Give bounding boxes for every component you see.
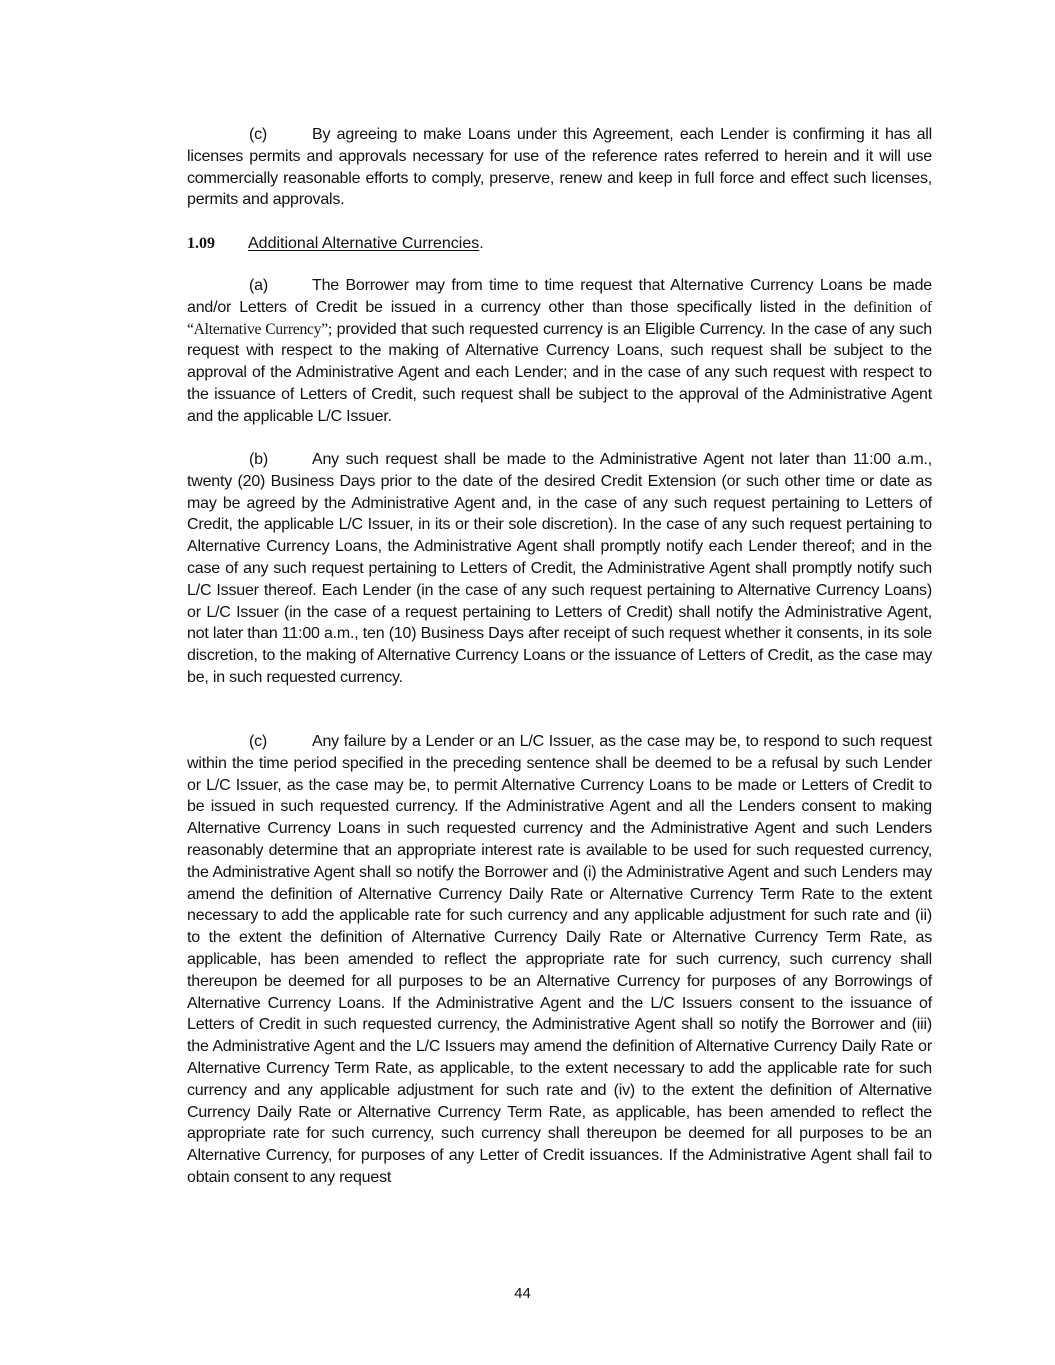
paragraph-text: By agreeing to make Loans under this Agreement, each Lender is confirming it has all licenses permits and approvals necessary for use of the reference rates referred to herein and it will use commercially reasonable efforts to comply, preserve, renew and keep in full force and effect such licenses, permits and approvals. — [187, 126, 932, 209]
paragraph-text: Any such request shall be made to the Administrative Agent not later than 11:00 a.m., twenty (20) Business Days prior to the date of the desired Credit Extension (or such other time or date as may be agreed by the Administrative Agent and, in the case of any such request pertaining to Letters of Credit, the applicable L/C Issuer, in its or their sole discretion). In the case of any such request pertaining to Alternative Currency Loans, the Administrative Agent shall promptly notify each Lender thereof; and in the case of any such request pertaining to Letters of Credit, the Administrative Agent shall promptly notify such L/C Issuer thereof. Each Lender (in the case of any such request pertaining to Alternative Currency Loans) or L/C Issuer (in the case of a request pertaining to Letters of Credit) shall notify the Administrative Agent, not later than 11:00 a.m., ten (10) Business Days after receipt of such request whether it consents, in its sole discretion, to the making of Alternative Currency Loans or the issuance of Letters of Credit, as the case may be, in such requested currency. — [187, 451, 932, 686]
paragraph-text-serif: definition of “Alternative Currency”; — [187, 298, 932, 338]
paragraph-a — [187, 275, 932, 428]
section-number: 1.09 — [187, 235, 215, 252]
paragraph-text: Any failure by a Lender or an L/C Issuer, as the case may be, to respond to such request within the time period specified in the preceding sentence shall be deemed to be a refusal by such Lender or L/C Issuer, as the case may be, to permit Alternative Currency Loans to be made or Letters of Credit to be issued in such requested currency. If the Administrative Agent and all the Lenders consent to making Alternative Currency Loans in such requested currency and the Administrative Agent and such Lenders reasonably determine that an appropriate interest rate is available to be used for such requested currency, the Administrative Agent shall so notify the Borrower and (i) the Administrative Agent and such Lenders may amend the definition of Alternative Currency Daily Rate or Alternative Currency Term Rate to the extent necessary to add the applicable rate for such currency and any applicable adjustment for such rate and (ii) to the extent the definition of Alternative Currency Daily Rate or Alternative Currency Term Rate, as applicable, has been amended to reflect the appropriate rate for such currency, such currency shall thereupon be deemed for all purposes to be an Alternative Currency for purposes of any Borrowings of Alternative Currency Loans. If the Administrative Agent and the L/C Issuers consent to the issuance of Letters of Credit in such requested currency, the Administrative Agent shall so notify the Borrower and (iii) the Administrative Agent and the L/C Issuers may amend the definition of Alternative Currency Daily Rate or Alternative Currency Term Rate, as applicable, to the extent necessary to add the applicable rate for such currency and any applicable adjustment for such rate and (iv) to the extent the definition of Alternative Currency Daily Rate or Alternative Currency Term Rate, as applicable, has been amended to reflect the appropriate rate for such currency, such currency shall thereupon be deemed for all purposes to be an Alternative Currency, for purposes of any Letter of Credit issuances. If the Administrative Agent shall fail to obtain consent to any request — [187, 733, 932, 1186]
paragraph-label: (c) — [249, 126, 268, 143]
paragraph-label: (a) — [249, 277, 268, 294]
paragraph-c-licenses — [187, 124, 932, 211]
section-title-period: . — [479, 235, 484, 252]
paragraph-text: The Borrower may from time to time request that Alternative Currency Loans be made and/or Letters of Credit be issued in a currency other than those specifically listed in the — [187, 277, 932, 316]
section-heading — [187, 233, 484, 254]
paragraph-b — [187, 449, 932, 689]
page-number: 44 — [514, 1285, 531, 1302]
paragraph-text: provided that such requested currency is an Eligible Currency. In the case of any such request with respect to the making of Alternative Currency Loans, such request shall be subject to the approval of the Administrative Agent and each Lender; and in the case of any such request with respect to the issuance of Letters of Credit, such request shall be subject to the approval of the Administrative Agent and the applicable L/C Issuer. — [187, 320, 932, 425]
section-title: Additional Alternative Currencies — [248, 235, 480, 252]
paragraph-c-failure — [187, 731, 932, 1189]
paragraph-label: (c) — [249, 733, 268, 750]
paragraph-label: (b) — [249, 451, 268, 468]
